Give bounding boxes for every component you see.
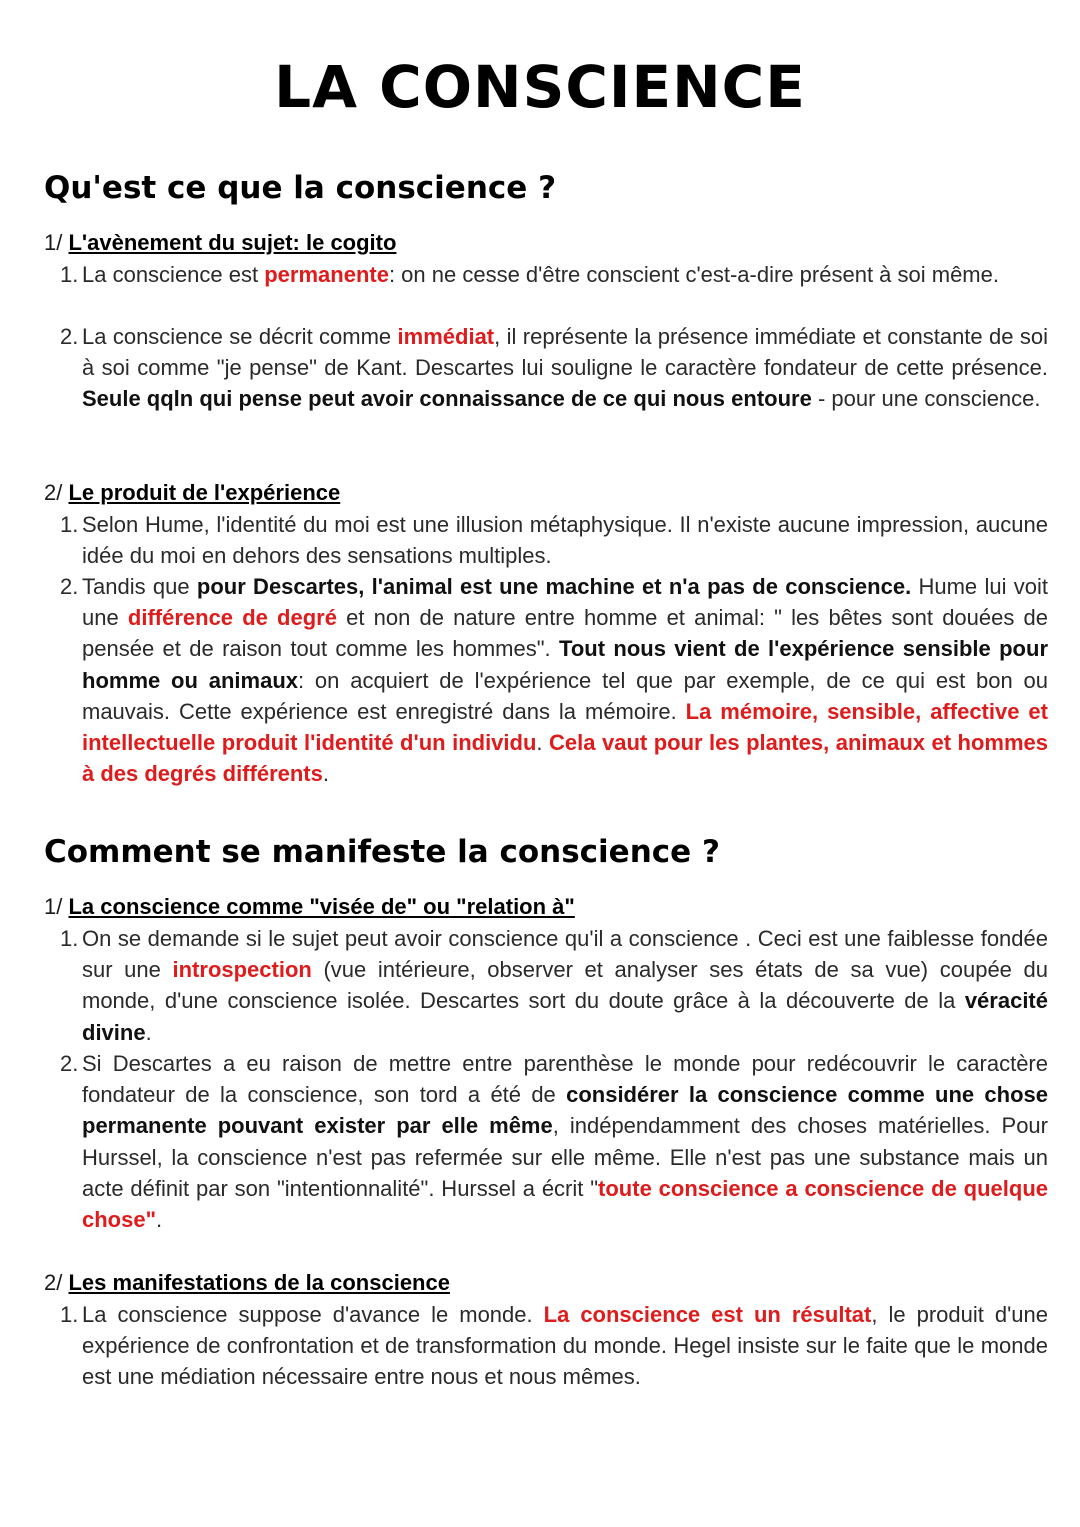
plain-text: La conscience est: [82, 262, 265, 287]
item-number: 2.: [60, 1051, 79, 1076]
item-text: [82, 259, 1048, 290]
plain-text: - pour une conscience.: [811, 386, 1041, 412]
subsection-title: La conscience comme "visée de" ou "relation à": [68, 894, 575, 919]
item-number: 2.: [60, 324, 79, 349]
item-text: [82, 571, 1048, 789]
item-text: [82, 1299, 1048, 1393]
plain-text: , indépendamment des choses matérielles. Pour Hurssel, la conscience n'est pas refermée sur elle même. Elle n'est pas une substance mais un acte définit par son "intentionnalité". Hurssel a écrit ": [82, 1113, 1048, 1201]
bold-text: pour Descartes, l'animal est une machine et n'a pas de conscience.: [196, 574, 912, 599]
highlight-text: permanente: [264, 262, 389, 287]
list-item: [60, 321, 1048, 415]
list-item: [60, 509, 1048, 571]
plain-text: : on acquiert de l'expérience tel que par exemple, de ce qui est bon ou mauvais. Cette expérience est enregistré dans la mémoire.: [82, 667, 1049, 724]
item-number: 1.: [60, 512, 79, 537]
plain-text: On se demande si le sujet peut avoir conscience qu'il a conscience . Ceci est une faiblesse fondée sur une: [82, 926, 1048, 983]
plain-text: .: [322, 761, 329, 787]
plain-text: La conscience se décrit comme: [82, 324, 398, 349]
bold-text: Seule qqln qui pense peut avoir connaissance de ce qui nous entoure: [82, 386, 812, 412]
highlight-text: La conscience est un résultat: [543, 1302, 872, 1327]
highlight-text: Cela vaut pour les plantes, animaux et hommes à des degrés différents: [82, 730, 1048, 787]
bold-text: véracité divine: [82, 988, 1048, 1045]
plain-text: .: [145, 1019, 152, 1045]
list-item: [60, 1048, 1048, 1235]
item-number: 1.: [60, 262, 79, 287]
section-heading: Qu'est ce que la conscience ?: [44, 170, 557, 206]
plain-text: .: [156, 1207, 163, 1233]
subsection-number: 2/: [44, 1270, 63, 1295]
highlight-text: La mémoire, sensible, affective et intellectuelle produit l'identité d'un individu: [82, 698, 1048, 756]
subsection-header: [44, 891, 575, 922]
plain-text: Selon Hume, l'identité du moi est une illusion métaphysique. Il n'existe aucune impression, aucune idée du moi en dehors des sensations multiples.: [82, 512, 1048, 569]
highlight-text: différence de degré: [127, 605, 337, 631]
plain-text: Hume lui voit une: [82, 574, 1048, 631]
page-title: LA CONSCIENCE: [274, 53, 806, 121]
item-text: [82, 509, 1048, 571]
item-text: [82, 321, 1048, 415]
item-number: 2.: [60, 574, 79, 599]
list-item: [60, 259, 1048, 290]
subsection-title: Les manifestations de la conscience: [68, 1270, 450, 1295]
list-item: [60, 1299, 1048, 1393]
item-text: [82, 1048, 1048, 1235]
subsection-number: 2/: [44, 480, 63, 505]
highlight-text: introspection: [172, 957, 312, 983]
plain-text: , il représente la présence immédiate et constante de soi à soi comme "je pense" de Kant. Descartes lui souligne le caractère fondateur de cette présence.: [82, 324, 1048, 381]
plain-text: : on ne cesse d'être conscient c'est-a-dire présent à soi même.: [388, 262, 999, 287]
list-item: [60, 571, 1048, 789]
subsection-number: 1/: [44, 230, 63, 255]
item-number: 1.: [60, 926, 79, 951]
subsection-number: 1/: [44, 894, 63, 919]
plain-text: , le produit d'une expérience de confrontation et de transformation du monde. Hegel insiste sur le faite que le monde est une médiation nécessaire entre nous et nous mêmes.: [82, 1302, 1049, 1390]
item-number: 1.: [60, 1302, 79, 1327]
highlight-text: toute conscience a conscience de quelque chose": [82, 1175, 1048, 1233]
plain-text: Tandis que: [82, 574, 197, 599]
plain-text: .: [536, 730, 550, 756]
item-text: [82, 923, 1048, 1048]
plain-text: La conscience suppose d'avance le monde.: [82, 1302, 544, 1327]
highlight-text: immédiat: [397, 324, 495, 349]
plain-text: (vue intérieure, observer et analyser ses états de sa vue) coupée du monde, d'une conscience isolée. Descartes sort du doute grâce à la découverte de la: [82, 957, 1048, 1014]
list-item: [60, 923, 1048, 1048]
bold-text: considérer la conscience comme une chose permanente pouvant exister par elle même: [82, 1082, 1048, 1139]
bold-text: Tout nous vient de l'expérience sensible pour homme ou animaux: [82, 636, 1048, 693]
subsection-header: [44, 477, 340, 508]
plain-text: Si Descartes a eu raison de mettre entre parenthèse le monde pour redécouvrir le caractère fondateur de la conscience, son tord a été de: [82, 1051, 1048, 1108]
plain-text: et non de nature entre homme et animal: " les bêtes sont douées de pensée et de raison tout comme les hommes".: [82, 605, 1049, 662]
subsection-header: [44, 227, 396, 258]
subsection-title: Le produit de l'expérience: [68, 480, 341, 505]
subsection-header: [44, 1267, 450, 1298]
subsection-title: L'avènement du sujet: le cogito: [68, 230, 397, 255]
section-heading: Comment se manifeste la conscience ?: [44, 834, 720, 870]
